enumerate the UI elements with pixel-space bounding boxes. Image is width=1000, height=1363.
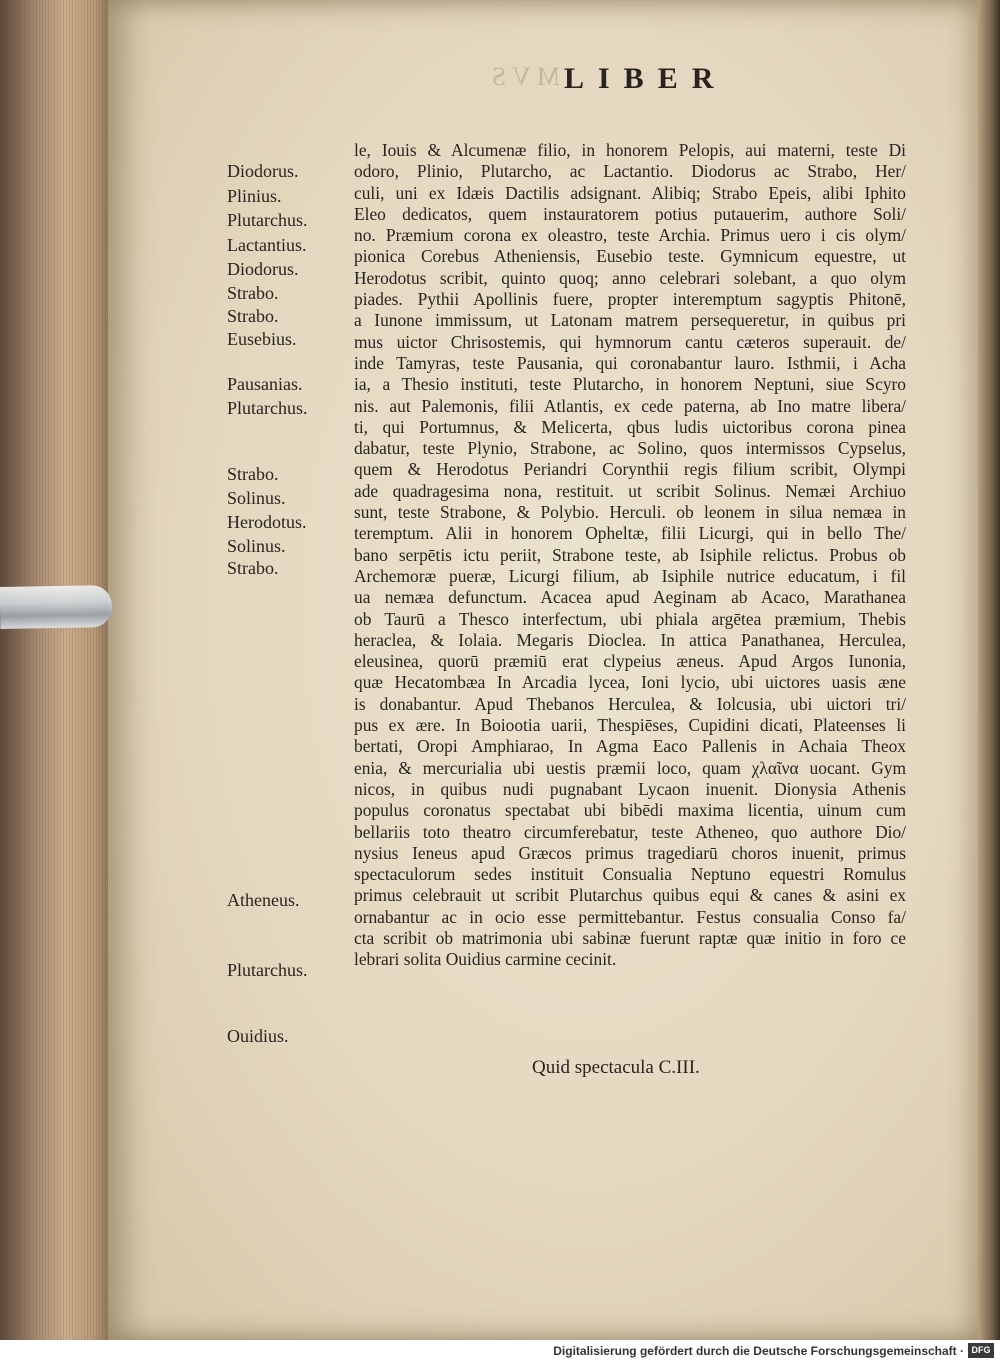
body-line: a Iunone immissum, ut Latonam matrem persequeretur, in quibus pri — [354, 310, 906, 331]
digitization-footer — [0, 1340, 1000, 1363]
margin-note: Pausanias. — [227, 374, 303, 394]
margin-note: Lactantius. — [227, 235, 307, 255]
margin-note: Ouidius. — [227, 1026, 289, 1046]
margin-note: Herodotus. — [227, 512, 307, 532]
body-line: lebrari solita Ouidius carmine cecinit. — [354, 949, 617, 970]
margin-note: Diodorus. — [227, 259, 299, 279]
margin-note: Eusebius. — [227, 329, 297, 349]
body-line: ornabantur ac in ocio esse permittebantur. Festus consualia Conso fa/ — [354, 906, 906, 927]
body-line: culi, uni ex Idæis Dactilis adsignant. Alibiq; Strabo Epeis, alibi Iphito — [354, 182, 906, 203]
body-line: Eleo dedicatos, quem instauratorem potius putauerim, authore Soli/ — [354, 203, 906, 224]
body-line: primus celebrauit ut scribit Plutarchus quibus equi & canes & asini ex — [354, 885, 906, 906]
margin-note: Plutarchus. — [227, 210, 308, 230]
margin-note: Atheneus. — [227, 890, 300, 910]
page-edges-left — [0, 0, 110, 1340]
body-line: eleusinea, quorū præmiū erat clypeius æneus. Apud Argos Iunonia, — [354, 651, 906, 672]
chapter-heading: Quid spectacula C.III. — [532, 1057, 700, 1078]
body-line: inde Tamyras, teste Pausania, qui coronabantur lauro. Isthmii, i Acha — [354, 352, 906, 373]
body-line: quem & Herodotus Periandri Corynthii regis filium scribit, Olympi — [354, 459, 906, 480]
margin-note: Strabo. — [227, 306, 279, 326]
body-line: pus ex ære. In Boiootia uarii, Thespiēses, Cupidini dicati, Plateenses li — [354, 715, 906, 736]
body-line: nysius Ieneus apud Græcos primus tragediarū choros inuenit, primus — [354, 842, 906, 863]
footer-credit: Digitalisierung gefördert durch die Deutsche Forschungsgemeinschaft · — [553, 1344, 964, 1358]
body-line: bano serpētis ictu periit, Strabone teste, ab Isiphile relictus. Probus ob — [354, 544, 906, 565]
body-line: odoro, Plinio, Plutarcho, ac Lactantio. Diodorus ac Strabo, Her/ — [354, 161, 906, 182]
body-line: Archemoræ pueræ, Licurgi filium, ab Isiphile nutrice educatum, i fil — [354, 565, 906, 586]
glass-page-holder-rod — [0, 585, 112, 629]
body-line: enia, & mercurialia ubi uestis præmii loco, quam χλαῖνα uocant. Gym — [354, 757, 906, 778]
margin-note: Strabo. — [227, 464, 279, 484]
body-line: heraclea, & Iolaia. Megaris Dioclea. In attica Panathanea, Herculea, — [354, 629, 906, 650]
body-line: sunt, teste Strabone, & Polybio. Herculi. ob leonem in silua nemæa in — [354, 502, 906, 523]
margin-note: Plutarchus. — [227, 398, 308, 418]
body-line: is donabantur. Apud Thebanos Herculea, & Iolcusia, ubi uictori tri/ — [354, 693, 906, 714]
margin-note: Strabo. — [227, 283, 279, 303]
body-line: ob Taurū a Thesco interfectum, ubi phiala argētea præmium, Thebis — [354, 608, 906, 629]
body-line: bertati, Oropi Amphiarao, In Agma Eaco Pallenis in Achaia Theox — [354, 736, 906, 757]
body-line: ua nemæa defunctum. Acacea apud Aeginam ab Acaco, Marathanea — [354, 587, 906, 608]
body-line: ia, a Thesio instituti, teste Plutarcho, in honorem Neptuni, siue Scyro — [354, 374, 906, 395]
body-line: ade quadragesima nona, restituit. ut scribit Solinus. Nemæi Archiuo — [354, 480, 906, 501]
body-line: populus coronatus spectabat ubi bibēdi maxima licentia, uinum cum — [354, 800, 906, 821]
running-head: LIBER — [564, 62, 728, 95]
body-line: teremptum. Alii in honorem Opheltæ, filii Licurgi, qui in bello The/ — [354, 523, 906, 544]
dfg-logo: DFG — [968, 1343, 994, 1358]
body-line: pionica Corebus Atheniensis, Eusebio teste. Gymnicum equestre, ut — [354, 246, 906, 267]
margin-note: Diodorus. — [227, 161, 299, 181]
page-edges-right — [978, 0, 1000, 1340]
showthrough-running-head: MVS — [485, 62, 560, 91]
body-line: Herodotus scribit, quinto quoq; anno celebrari solebant, a quo olym — [354, 267, 906, 288]
body-line: nicos, in quibus nudi pugnabant Lycaon inuenit. Dionysia Athenis — [354, 778, 906, 799]
body-line: nis. aut Palemonis, filii Atlantis, ex cede paterna, ab Ino matre libera/ — [354, 395, 906, 416]
body-line: quæ Hecatombæa In Arcadia lycea, Ioni lycio, ubi uictores uasis æne — [354, 672, 906, 693]
body-line: le, Iouis & Alcumenæ filio, in honorem Pelopis, aui materni, teste Di — [354, 140, 906, 160]
body-line: mus uictor Chrisostemis, qui hymnorum cantu cæteros superauit. de/ — [354, 331, 906, 352]
body-line: ti, qui Portumnus, & Melicerta, qbus ludis uictoribus corona pinea — [354, 416, 906, 437]
body-line: dabatur, teste Plynio, Strabone, ac Solino, quos intermissos Cypselus, — [354, 438, 906, 459]
margin-note: Plutarchus. — [227, 960, 308, 980]
margin-note: Solinus. — [227, 488, 286, 508]
body-line: bellariis toto theatro circumferebatur, teste Atheneo, quo authore Dio/ — [354, 821, 906, 842]
body-line: no. Præmium corona ex oleastro, teste Archia. Primus uero i cis olym/ — [354, 225, 906, 246]
margin-note: Strabo. — [227, 558, 279, 578]
body-line: spectaculorum sedes instituit Consualia Neptuno equestri Romulus — [354, 864, 906, 885]
body-line: piades. Pythii Apollinis fuere, propter interemptum sagyptis Phitonē, — [354, 289, 906, 310]
body-text — [354, 140, 906, 971]
margin-note: Solinus. — [227, 536, 286, 556]
body-line: cta scribit ob matrimonia ubi sabinæ fuerunt raptæ quæ initio in foro ce — [354, 927, 906, 948]
margin-note: Plinius. — [227, 186, 282, 206]
